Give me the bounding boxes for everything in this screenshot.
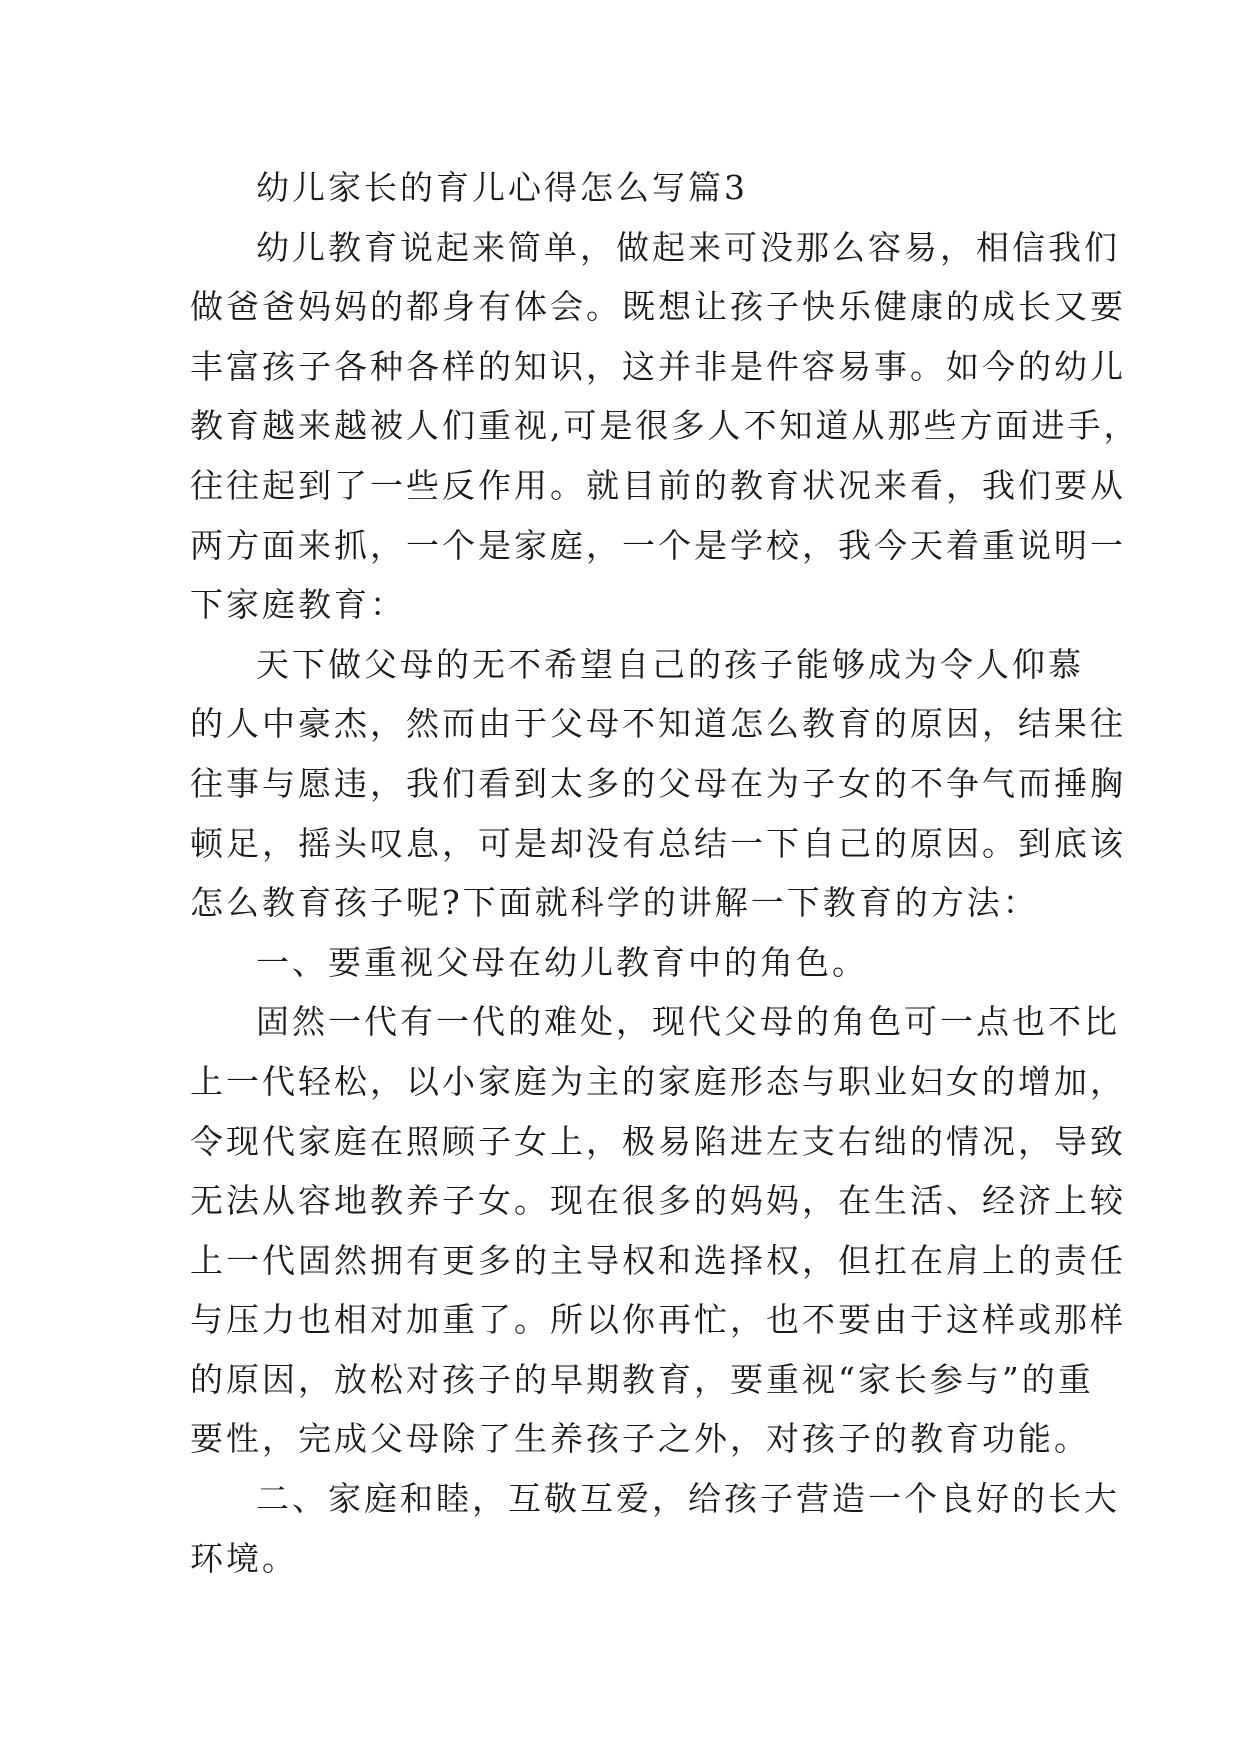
- paragraph-line: 幼儿教育说起来简单，做起来可没那么容易，相信我们: [256, 227, 1120, 267]
- paragraph-line: 环境。: [190, 1538, 298, 1578]
- paragraph-line: 往事与愿违，我们看到太多的父母在为子女的不争气而捶胸: [190, 763, 1126, 803]
- point-heading-2: 二、家庭和睦，互敬互爱，给孩子营造一个良好的长大: [256, 1479, 1120, 1519]
- paragraph-line: 顿足，摇头叹息，可是却没有总结一下自己的原因。到底该: [190, 823, 1126, 863]
- paragraph-line: 的原因，放松对孩子的早期教育，要重视“家长参与”的重: [190, 1359, 1094, 1399]
- paragraph-line: 天下做父母的无不希望自己的孩子能够成为令人仰慕: [256, 644, 1084, 684]
- paragraph-line: 往往起到了一些反作用。就目前的教育状况来看，我们要从: [190, 465, 1126, 505]
- paragraph-line: 丰富孩子各种各样的知识，这并非是件容易事。如今的幼儿: [190, 346, 1126, 386]
- section-heading: 幼儿家长的育儿心得怎么写篇3: [256, 168, 748, 207]
- paragraph-line: 做爸爸妈妈的都身有体会。既想让孩子快乐健康的成长又要: [190, 287, 1126, 327]
- paragraph-line: 怎么教育孩子呢?下面就科学的讲解一下教育的方法：: [190, 883, 1039, 923]
- paragraph-line: 教育越来越被人们重视,可是很多人不知道从那些方面进手，: [190, 406, 1140, 446]
- paragraph-line: 上一代轻松，以小家庭为主的家庭形态与职业妇女的增加，: [190, 1061, 1126, 1101]
- document-body: [190, 158, 1140, 1588]
- paragraph-line: 上一代固然拥有更多的主导权和选择权，但扛在肩上的责任: [190, 1240, 1126, 1280]
- paragraph-line: 无法从容地教养子女。现在很多的妈妈，在生活、经济上较: [190, 1181, 1126, 1221]
- paragraph-line: 两方面来抓，一个是家庭，一个是学校，我今天着重说明一: [190, 525, 1126, 565]
- paragraph-line: 令现代家庭在照顾子女上，极易陷进左支右绌的情况，导致: [190, 1121, 1126, 1161]
- point-heading-1: 一、要重视父母在幼儿教育中的角色。: [256, 942, 868, 982]
- paragraph-line: 与压力也相对加重了。所以你再忙，也不要由于这样或那样: [190, 1300, 1126, 1340]
- paragraph-line: 固然一代有一代的难处，现代父母的角色可一点也不比: [256, 1002, 1120, 1042]
- paragraph-line: 的人中豪杰，然而由于父母不知道怎么教育的原因，结果往: [190, 704, 1126, 744]
- paragraph-line: 下家庭教育：: [190, 585, 406, 625]
- paragraph-line: 要性，完成父母除了生养孩子之外，对孩子的教育功能。: [190, 1419, 1090, 1459]
